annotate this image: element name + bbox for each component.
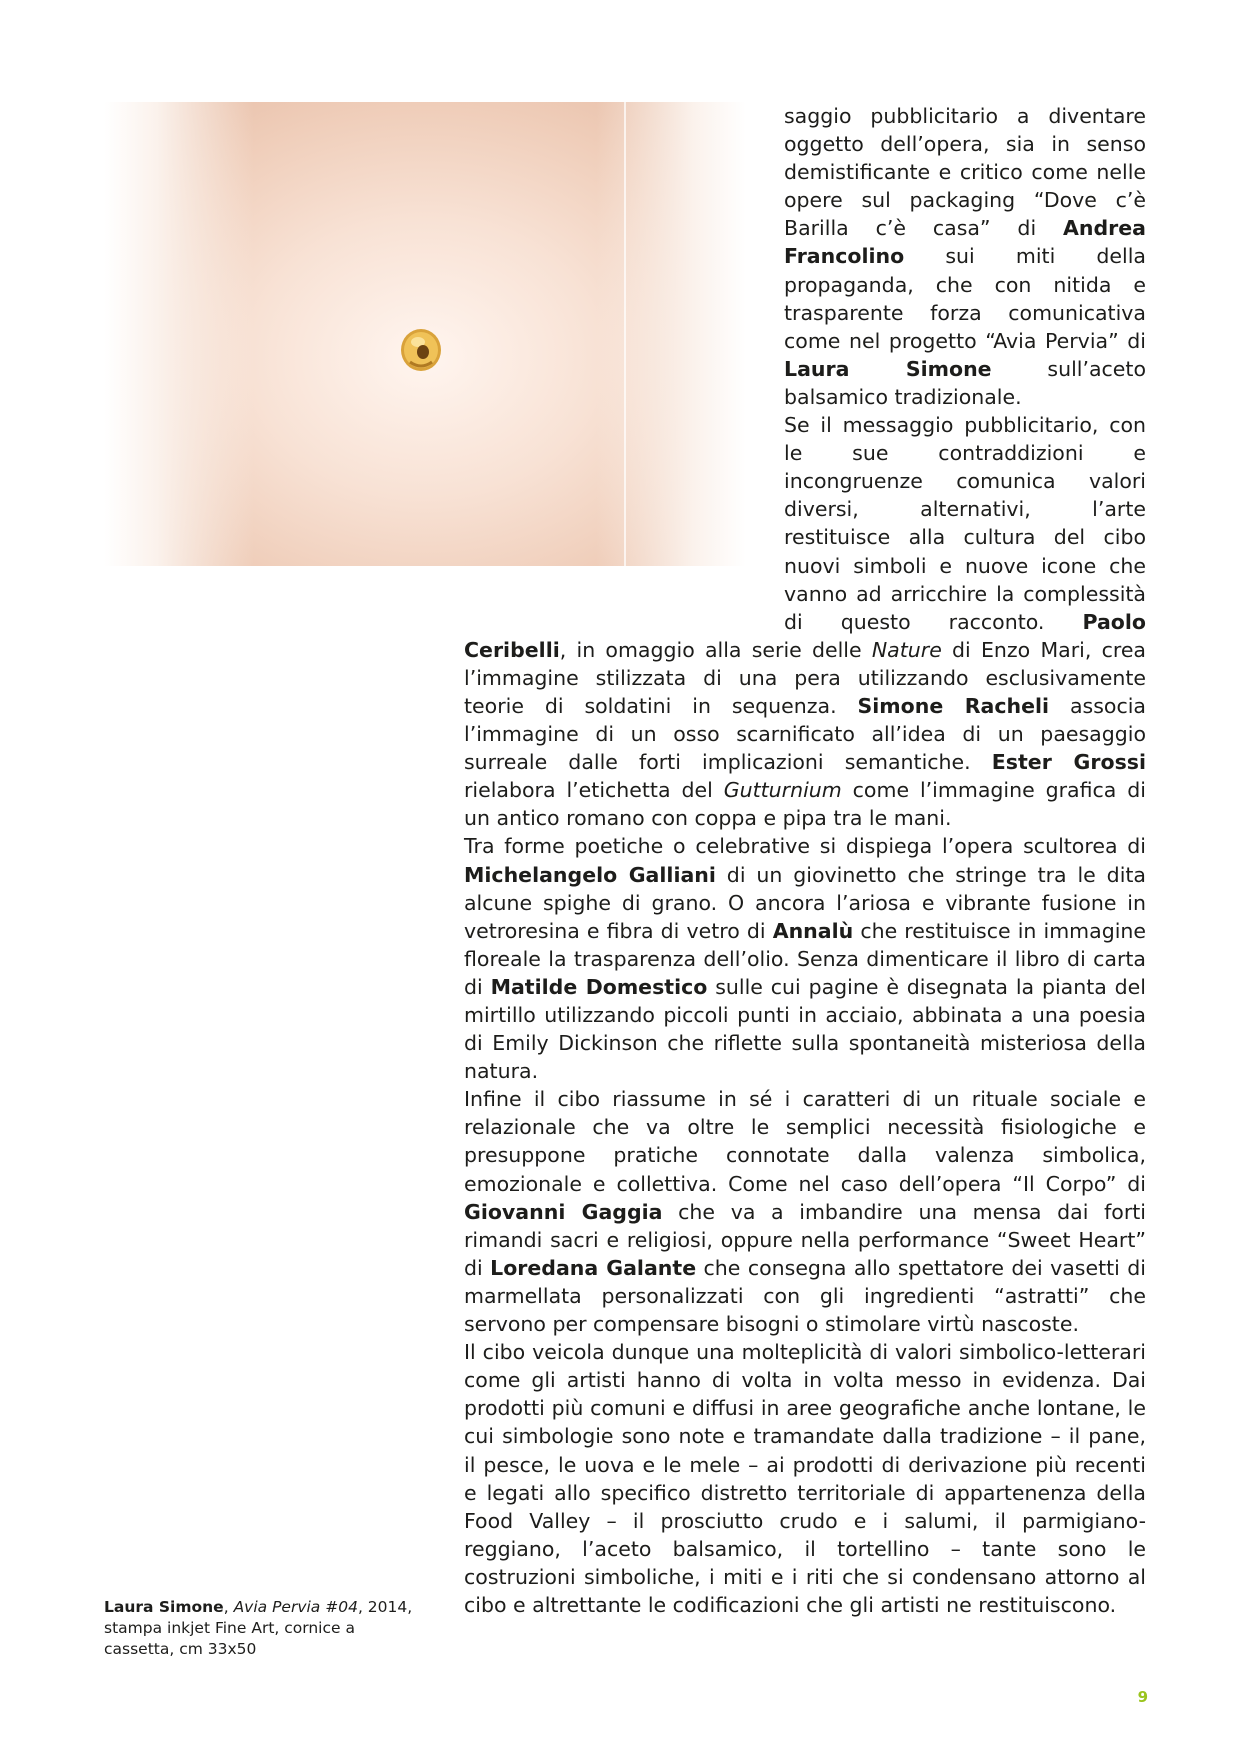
photo-background-left (104, 102, 254, 566)
paragraph-5: Il cibo veicola dunque una molteplicità di valori simbolico-letterari come gli artisti hanno di volta in volta messo in evidenza. Dai prodotti più comuni e diffusi in aree geografiche anche lontane, le cui simbologie sono note e tramandate dalla tradizione – il pane, il pesce, le uova e le mele – ai prodotti di derivazione più recenti e legati allo specifico distretto territoriale di appartenenza della Food Valley – il prosciutto crudo e i salumi, il parmigiano-reggiano, l’aceto balsamico, il tortellino – tante sono le costruzioni simboliche, i miti e i riti che si condensano attorno al cibo e altrettante le codificazioni che gli artisti ne restituiscono. (464, 1340, 1146, 1617)
paragraph-1: saggio pubblicitario a diventare oggetto dell’opera, sia in senso demistificante e critico come nelle opere sul packaging “Dove c’è Barilla c’è casa” di Andrea Francolino sui miti della propaganda, che con nitida e trasparente forza comunicativa come nel progetto “Avia Pervia” di Laura Simone sull’aceto balsamico tradizionale. (784, 104, 1146, 409)
paragraph-4: Infine il cibo riassume in sé i caratteri di un rituale sociale e relazionale che va oltre le semplici necessità fisiologiche e presuppone pratiche connotate dalla valenza simbolica, emozionale e collettiva. Come nel caso dell’opera “Il Corpo” di Giovanni Gaggia che va a imbandire una mensa dai forti rimandi sacri e religiosi, oppure nella performance “Sweet Heart” di Loredana Galante che consegna allo spettatore dei vasetti di marmellata personalizzati con gli ingredienti “astratti” che servono per compensare bisogni o stimolare virtù nascoste. (464, 1087, 1146, 1337)
paragraph-3: Tra forme poetiche o celebrative si dispiega l’opera scultorea di Michelangelo Galliani di un giovinetto che stringe tra le dita alcune spighe di grano. O ancora l’ariosa e vibrante fusione in vetroresina e fibra di vetro di Annalù che restituisce in immagine floreale la trasparenza dell’olio. Senza dimenticare il libro di carta di Matilde Domestico sulle cui pagine è disegnata la pianta del mirtillo utilizzando piccoli punti in acciaio, abbinata a una poesia di Emily Dickinson che riflette sulla spontaneità misteriosa della natura. (464, 834, 1147, 1084)
caption-details: , 2014, stampa inkjet Fine Art, cornice a cassetta, cm 33x50 (104, 1598, 413, 1658)
image-wrap-spacer (464, 102, 784, 610)
golden-tortellino-navel (396, 324, 446, 374)
caption-title: Avia Pervia #04 (233, 1598, 358, 1616)
paragraph-2: Se il messaggio pubblicitario, con le sue contraddizioni e incongruenze comunica valori diversi, alternativi, l’arte restituisce alla cultura del cibo nuovi simboli e nuove icone che vanno ad arricchire la complessità di questo racconto. Paolo Ceribelli, in omaggio alla serie delle Nature di Enzo Mari, crea l’immagine stilizzata di una pera utilizzando esclusivamente teorie di soldatini in sequenza. Simone Racheli associa l’immagine di un osso scarnificato all’idea di un paesaggio surreale dalle forti implicazioni semantiche. Ester Grossi rielabora l’etichetta del Gutturnium come l’immagine grafica di un antico romano con coppa e pipa tra le mani. (464, 413, 1146, 831)
article-body (464, 102, 1146, 1619)
caption-artist: Laura Simone (104, 1598, 224, 1616)
page-number: 9 (1137, 1688, 1148, 1706)
image-caption: Laura Simone, Avia Pervia #04, 2014, stampa inkjet Fine Art, cornice a cassetta, cm 33x50 (104, 1598, 413, 1658)
